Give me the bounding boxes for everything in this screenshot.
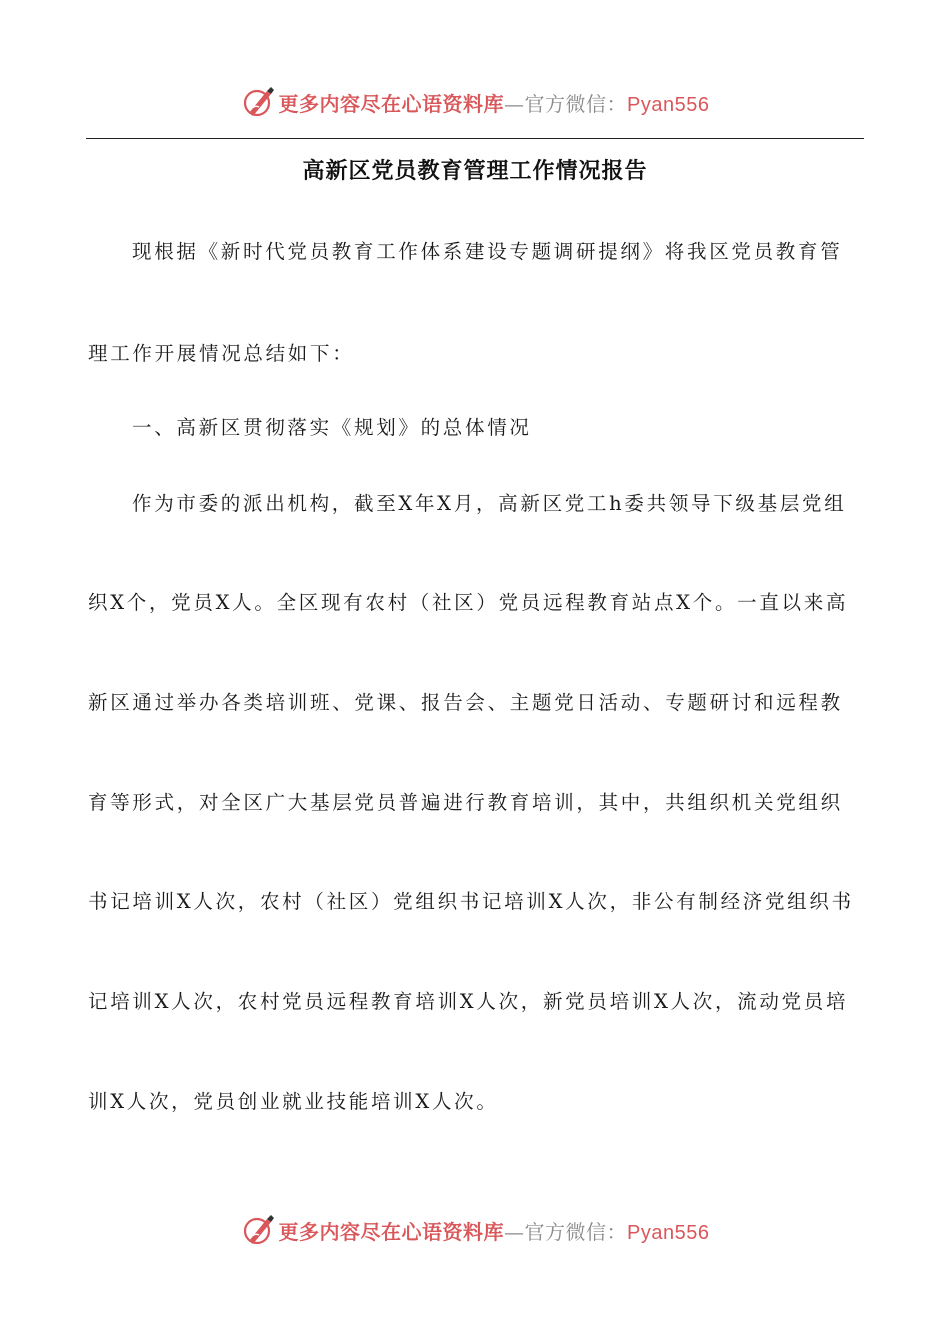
banner-library-text: 更多内容尽在心语资料库 [278, 1219, 505, 1244]
paragraph-line: 记培训X人次，农村党员远程教育培训X人次，新党员培训X人次，流动党员培 [88, 990, 849, 1013]
paragraph-line: 育等形式，对全区广大基层党员普遍进行教育培训，其中，共组织机关党组织 [88, 791, 843, 814]
paragraph-line: 书记培训X人次，农村（社区）党组织书记培训X人次，非公有制经济党组织书 [88, 890, 854, 913]
paragraph-line: 织X个，党员X人。全区现有农村（社区）党员远程教育站点X个。一直以来高 [88, 591, 849, 614]
pen-logo-icon [241, 85, 275, 119]
banner-wechat-id: Pyan556 [627, 1221, 710, 1244]
paragraph-line: 新区通过举办各类培训班、党课、报告会、主题党日活动、专题研讨和远程教 [88, 691, 843, 714]
banner-library-text: 更多内容尽在心语资料库 [278, 91, 505, 116]
header-watermark-banner [0, 82, 950, 122]
document-title: 高新区党员教育管理工作情况报告 [302, 159, 648, 184]
paragraph-line: 作为市委的派出机构，截至X年X月，高新区党工h委共领导下级基层党组 [132, 492, 847, 515]
header-rule [86, 138, 864, 139]
pen-logo-icon [241, 1213, 275, 1247]
footer-watermark-banner [0, 1210, 950, 1250]
paragraph-line: 理工作开展情况总结如下： [88, 342, 355, 365]
banner-text [279, 1216, 710, 1245]
banner-dash: — [504, 1219, 525, 1244]
banner-text [279, 88, 710, 117]
paragraph-line: 现根据《新时代党员教育工作体系建设专题调研提纲》将我区党员教育管 [132, 240, 843, 263]
section-heading: 一、高新区贯彻落实《规划》的总体情况 [132, 416, 532, 439]
banner-wechat-label: 官方微信： [524, 1219, 628, 1244]
banner-dash: — [504, 91, 525, 116]
paragraph-line: 训X人次，党员创业就业技能培训X人次。 [88, 1090, 499, 1113]
banner-wechat-id: Pyan556 [627, 93, 710, 116]
banner-wechat-label: 官方微信： [524, 91, 628, 116]
